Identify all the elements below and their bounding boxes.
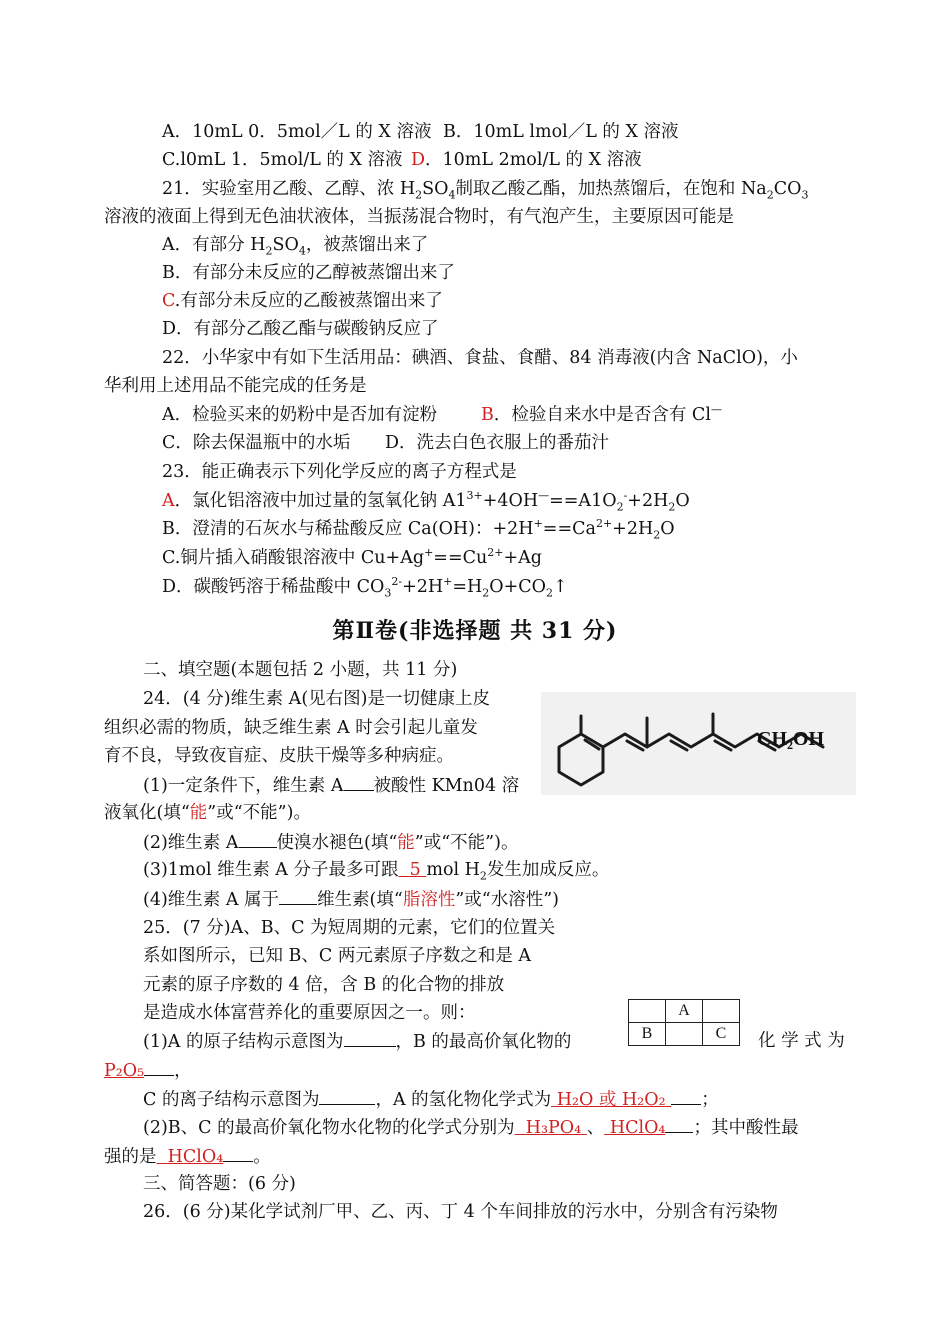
grid-cell-a: A bbox=[666, 1000, 703, 1023]
q26-stem: 26．(6 分)某化学试剂厂甲、乙、丙、丁 4 个车间排放的污水中，分别含有污染物 bbox=[143, 1202, 778, 1222]
q24-stem-line3: 育不良，导致夜盲症、皮肤干燥等多种病症。 bbox=[104, 746, 454, 766]
answer-mark: D bbox=[411, 150, 426, 170]
q20-option-d: D．10mL 2mol/L 的 X 溶液 bbox=[411, 150, 642, 170]
q21-option-a: A．有部分 $H_2SO_4$，被蒸馏出来了 bbox=[162, 235, 429, 258]
grid-cell bbox=[703, 1000, 740, 1023]
q25-stem-line1: 25．(7 分)A、B、C 为短周期的元素，它们的位置关 bbox=[143, 918, 556, 938]
q25-sub1-line1: (1)A 的原子结构示意图为 ，B 的最高价氧化物的 bbox=[143, 1032, 572, 1052]
q22-option-c: C．除去保温瓶中的水垢 bbox=[162, 433, 351, 453]
q25-sub2-line2: 强的是 HClO₄ 。 bbox=[104, 1147, 271, 1167]
q20-option-c: C.l0mL 1．5mol/L 的 X 溶液 bbox=[162, 150, 403, 170]
q23-option-a: A．氯化铝溶液中加过量的氢氧化钠 $A1^{3+}+4OH^—==A1O_2^-+2H_2O$ bbox=[162, 489, 690, 514]
q24-stem-line2: 组织必需的物质，缺乏维生素 A 时会引起儿童发 bbox=[104, 718, 478, 738]
q23-option-b: B．澄清的石灰水与稀盐酸反应 Ca(OH)：$+2H^+==Ca^{2+}+2H_2O$ bbox=[162, 517, 675, 542]
q21-option-b: B．有部分未反应的乙醇被蒸馏出来了 bbox=[162, 263, 455, 283]
answer-blank[interactable] bbox=[279, 888, 317, 905]
answer-text: 能 bbox=[397, 833, 415, 853]
ch2oh-label: CH₂OH bbox=[757, 728, 825, 750]
q23-option-d: D．碳酸钙溶于稀盐酸中 $CO_3^{2-}+2H^+=H_2O+CO_2↑$ bbox=[162, 575, 568, 600]
q21-option-d: D．有部分乙酸乙酯与碳酸钠反应了 bbox=[162, 319, 439, 339]
q22-option-a: A．检验买来的奶粉中是否加有淀粉 bbox=[162, 405, 438, 425]
answer-text: 5 bbox=[409, 860, 421, 880]
answer-mark: A bbox=[162, 491, 175, 511]
q21-option-c: C.有部分未反应的乙酸被蒸馏出来了 bbox=[162, 291, 443, 311]
q21-stem-line1: 21．实验室用乙酸、乙醇、浓 $H_2SO_4$制取乙酸乙酯，加热蒸馏后，在饱和 $Na_2CO_3$ bbox=[162, 179, 809, 202]
q22-stem-line2: 华利用上述用品不能完成的任务是 bbox=[104, 376, 367, 396]
answer-text: HClO₄ bbox=[609, 1118, 666, 1138]
answer-blank[interactable] bbox=[319, 1088, 375, 1105]
grid-cell bbox=[666, 1023, 703, 1046]
q24-sub4: (4)维生素 A 属于 维生素(填“脂溶性”或“水溶性”) bbox=[143, 890, 560, 910]
q24-sub3: (3)1mol 维生素 A 分子最多可跟 5 mol $H_2$发生加成反应。 bbox=[143, 860, 610, 883]
answer-blank[interactable] bbox=[144, 1059, 174, 1076]
answer-text: H₃PO₄ bbox=[525, 1118, 582, 1138]
q25-stem-line2: 系如图所示，已知 B、C 两元素原子序数之和是 A bbox=[143, 946, 532, 966]
answer-mark: C bbox=[162, 291, 175, 311]
answer-blank[interactable] bbox=[665, 1116, 693, 1133]
short-section-header: 三、简答题：(6 分) bbox=[143, 1174, 296, 1194]
grid-cell bbox=[629, 1000, 666, 1023]
answer-text: HClO₄ bbox=[167, 1147, 224, 1167]
q25-sub1-line1-end: 化 学 式 为 bbox=[758, 1031, 845, 1051]
answer-blank[interactable] bbox=[223, 1145, 253, 1162]
answer-blank[interactable] bbox=[344, 774, 374, 791]
q24-sub1-line2: 液氧化(填“能”或“不能”)。 bbox=[104, 803, 311, 823]
answer-text: H₂O 或 H₂O₂ bbox=[556, 1090, 666, 1110]
vitamin-a-structure-image bbox=[541, 692, 856, 795]
q23-stem: 23．能正确表示下列化学反应的离子方程式是 bbox=[162, 462, 517, 482]
q25-sub1-line3: C 的离子结构示意图为 ，A 的氢化物化学式为 H₂O 或 H₂O₂ ； bbox=[143, 1090, 719, 1110]
q22-stem-line1: 22．小华家中有如下生活用品：碘酒、食盐、食醋、84 消毒液(内含 NaClO)，小 bbox=[162, 348, 798, 368]
answer-blank[interactable] bbox=[239, 831, 277, 848]
q22-option-d: D．洗去白色衣服上的番茄汁 bbox=[385, 433, 610, 453]
q24-sub1-line1: (1)一定条件下，维生素 A 被酸性 KMn04 溶 bbox=[143, 776, 520, 796]
answer-text: 能 bbox=[189, 803, 208, 823]
q25-sub1-line2: P₂O₅ ， bbox=[104, 1061, 192, 1081]
q23-option-c: C.铜片插入硝酸银溶液中 $Cu+Ag^+==Cu^{2+}+Ag$ bbox=[162, 546, 543, 568]
q21-stem-line2: 溶液的液面上得到无色油状液体，当振荡混合物时，有气泡产生，主要原因可能是 bbox=[104, 207, 734, 227]
answer-mark: B bbox=[481, 405, 494, 425]
periodic-position-table bbox=[628, 999, 740, 1046]
q25-sub2-line1: (2)B、C 的最高价氧化物水化物的化学式分别为 H₃PO₄ 、 HClO₄ ；其中酸性最 bbox=[143, 1118, 799, 1138]
q25-stem-line3: 元素的原子序数的 4 倍，含 B 的化合物的排放 bbox=[143, 975, 505, 995]
fill-section-header: 二、填空题(本题包括 2 小题，共 11 分) bbox=[143, 660, 458, 680]
q24-sub2: (2)维生素 A 使溴水褪色(填“能”或“不能”)。 bbox=[143, 833, 519, 853]
q20-option-b: B．10mL lmol／L 的 X 溶液 bbox=[443, 122, 679, 142]
q24-stem-line1: 24．(4 分)维生素 A(见右图)是一切健康上皮 bbox=[143, 689, 490, 709]
q22-option-b: B．检验自来水中是否含有 Cl— bbox=[481, 403, 722, 425]
answer-text: P₂O₅ bbox=[104, 1061, 145, 1081]
grid-cell-c: C bbox=[703, 1023, 740, 1046]
answer-blank[interactable] bbox=[671, 1088, 701, 1105]
q25-stem-line4: 是造成水体富营养化的重要原因之一。则： bbox=[143, 1003, 476, 1023]
section-title: 第Ⅱ卷(非选择题 共 31 分) bbox=[332, 618, 618, 644]
q20-option-a: A．10mL 0．5mol／L 的 X 溶液 bbox=[162, 122, 432, 142]
answer-text: 脂溶性 bbox=[402, 890, 456, 910]
grid-cell-b: B bbox=[629, 1023, 666, 1046]
answer-blank[interactable] bbox=[344, 1030, 396, 1047]
